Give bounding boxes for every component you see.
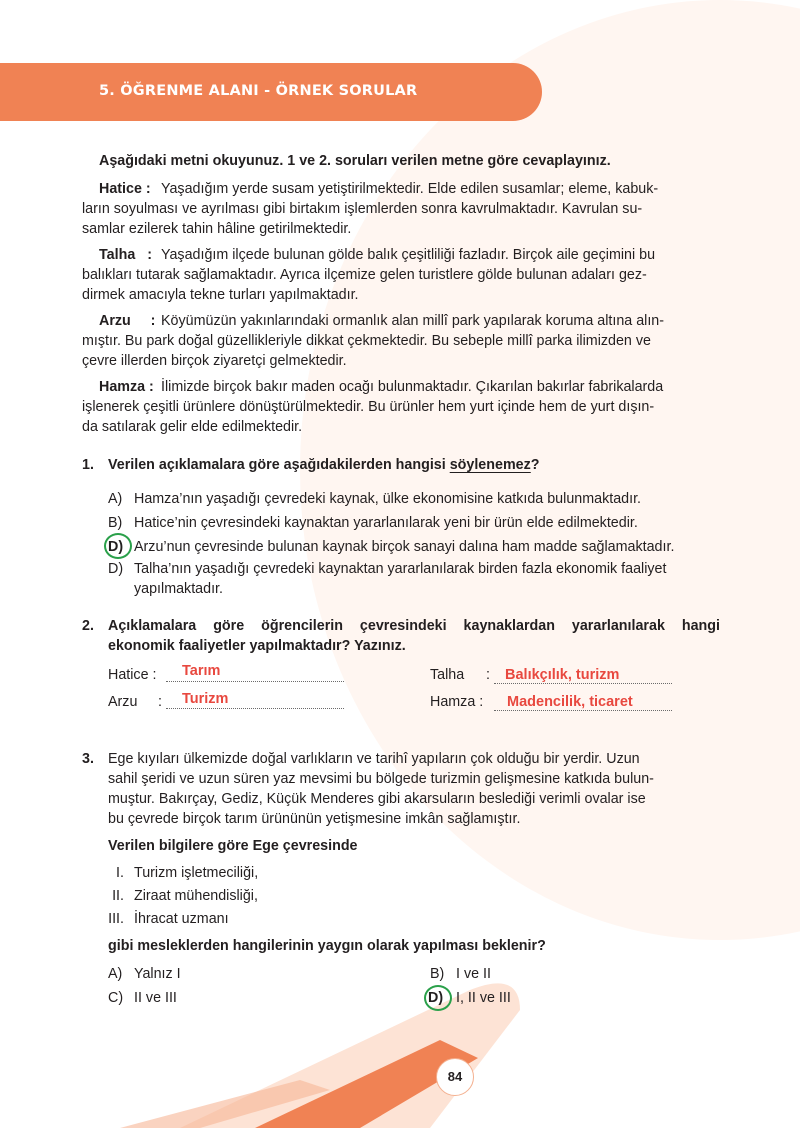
option-text: II ve III [134, 990, 177, 1006]
question-2-text: ekonomik faaliyetler yapılmaktadır? Yazınız. [108, 638, 406, 654]
item-text: İhracat uzmanı [134, 911, 229, 927]
speaker-name: Hamza : [99, 379, 154, 395]
question-3-text: Ege kıyıları ülkemizde doğal varlıkların ve tarihî yapıların çok olduğu bir yerdir. Uzun [108, 751, 640, 767]
speaker-text: da satılarak gelir elde edilmektedir. [82, 419, 303, 435]
speaker-name: Hatice : [99, 181, 151, 197]
question-3-text: sahil şeridi ve uzun süren yaz mevsimi bu bölgede turizmin gelişmesine katkıda bulun- [108, 771, 654, 787]
question-2-text: Açıklamalara göre öğrencilerin çevresindeki kaynaklardan yararlanılarak hangi [108, 618, 720, 634]
answer-hatice: Tarım [182, 663, 221, 679]
option-text: I ve II [456, 966, 491, 982]
question-3-text: muştur. Bakırçay, Gediz, Küçük Menderes gibi akarsuların beslediği verimli ovalar ise [108, 791, 646, 807]
option-text: Talha’nın yaşadığı çevredeki kaynaktan yararlanılarak birden fazla ekonomik faaliyet [134, 561, 667, 577]
answer-label-hatice: Hatice : [108, 667, 157, 683]
option-letter[interactable]: D) [108, 539, 124, 555]
question-3-text: bu çevrede birçok tarım ürününün yetişmesine imkân sağlamıştır. [108, 811, 521, 827]
option-letter[interactable]: B) [430, 966, 445, 982]
speaker-name: Talha : [99, 247, 152, 263]
answer-colon: : [158, 694, 162, 710]
answer-line[interactable] [166, 681, 344, 682]
option-text: Hamza’nın yaşadığı çevredeki kaynak, ülke ekonomisine katkıda bulunmaktadır. [134, 491, 642, 507]
question-3-question: gibi mesleklerden hangilerinin yaygın olarak yapılması beklenir? [108, 938, 546, 954]
item-number: II. [112, 888, 124, 904]
speaker-text: İlimizde birçok bakır maden ocağı bulunmaktadır. Çıkarılan bakırlar fabrikalarda [161, 379, 664, 395]
speaker-text: Köyümüzün yakınlarındaki ormanlık alan millî park yapılarak koruma altına alın- [161, 313, 665, 329]
answer-talha: Balıkçılık, turizm [505, 667, 620, 683]
speaker-text: işlenerek çeşitli ürünlere dönüştürülmektedir. Bu ürünler hem yurt içinde hem de yurt dışın- [82, 399, 655, 415]
question-number: 1. [82, 457, 94, 473]
answer-label-hamza: Hamza : [430, 694, 484, 710]
answer-line[interactable] [494, 683, 672, 684]
answer-line[interactable] [494, 710, 672, 711]
item-text: Ziraat mühendisliği, [134, 888, 258, 904]
speaker-text: Yaşadığım yerde susam yetiştirilmektedir. Elde edilen susamlar; eleme, kabuk- [161, 181, 659, 197]
speaker-text: ların soyulması ve ayrılması gibi birtakım işlemlerden sonra kavrulmaktadır. Kavrulan su- [82, 201, 643, 217]
answer-label-talha: Talha [430, 667, 465, 683]
speaker-text: çevre illerden birçok ziyaretçi gelmektedir. [82, 353, 347, 369]
answer-hamza: Madencilik, ticaret [507, 694, 633, 710]
answer-arzu: Turizm [182, 691, 229, 707]
option-letter[interactable]: D) [108, 561, 124, 577]
option-letter[interactable]: A) [108, 966, 123, 982]
question-number: 3. [82, 751, 94, 767]
option-letter[interactable]: D) [428, 990, 444, 1006]
speaker-text: balıkları tutarak sağlamaktadır. Ayrıca ilçemize gelen turistlere gölde bulunan adaları gez- [82, 267, 647, 283]
option-text: Hatice’nin çevresindeki kaynaktan yararlanılarak yeni bir ürün elde edilmektedir. [134, 515, 638, 531]
item-number: I. [116, 865, 124, 881]
option-text: yapılmaktadır. [134, 581, 223, 597]
option-text: Arzu’nun çevresinde bulunan kaynak birçok sanayi dalına ham madde sağlamaktadır. [134, 539, 675, 555]
speaker-text: Yaşadığım ilçede bulunan gölde balık çeşitliliği fazladır. Birçok aile geçimini bu [161, 247, 656, 263]
question-number: 2. [82, 618, 94, 634]
question-3-prompt: Verilen bilgilere göre Ege çevresinde [108, 838, 358, 854]
speaker-text: mıştır. Bu park doğal güzellikleriyle dikkat çekmektedir. Bu sebeple millî parka ilimizden ve [82, 333, 651, 349]
option-letter[interactable]: B) [108, 515, 123, 531]
speaker-text: dirmek amacıyla tekne turları yapılmaktadır. [82, 287, 359, 303]
section-title: 5. ÖĞRENME ALANI - ÖRNEK SORULAR [99, 83, 418, 99]
question-1-text: Verilen açıklamalara göre aşağıdakilerden hangisi söylenemez? [108, 457, 540, 473]
option-letter[interactable]: C) [108, 990, 124, 1006]
item-number: III. [108, 911, 124, 927]
option-text: Yalnız I [134, 966, 181, 982]
page-number: 84 [436, 1058, 474, 1096]
answer-colon: : [486, 667, 490, 683]
speaker-text: samlar ezilerek tahin hâline getirilmektedir. [82, 221, 352, 237]
option-text: I, II ve III [456, 990, 511, 1006]
answer-label-arzu: Arzu [108, 694, 138, 710]
answer-line[interactable] [166, 708, 344, 709]
option-letter[interactable]: A) [108, 491, 123, 507]
instructions: Aşağıdaki metni okuyunuz. 1 ve 2. soruları verilen metne göre cevaplayınız. [99, 153, 611, 169]
item-text: Turizm işletmeciliği, [134, 865, 259, 881]
speaker-name: Arzu : [99, 313, 156, 329]
